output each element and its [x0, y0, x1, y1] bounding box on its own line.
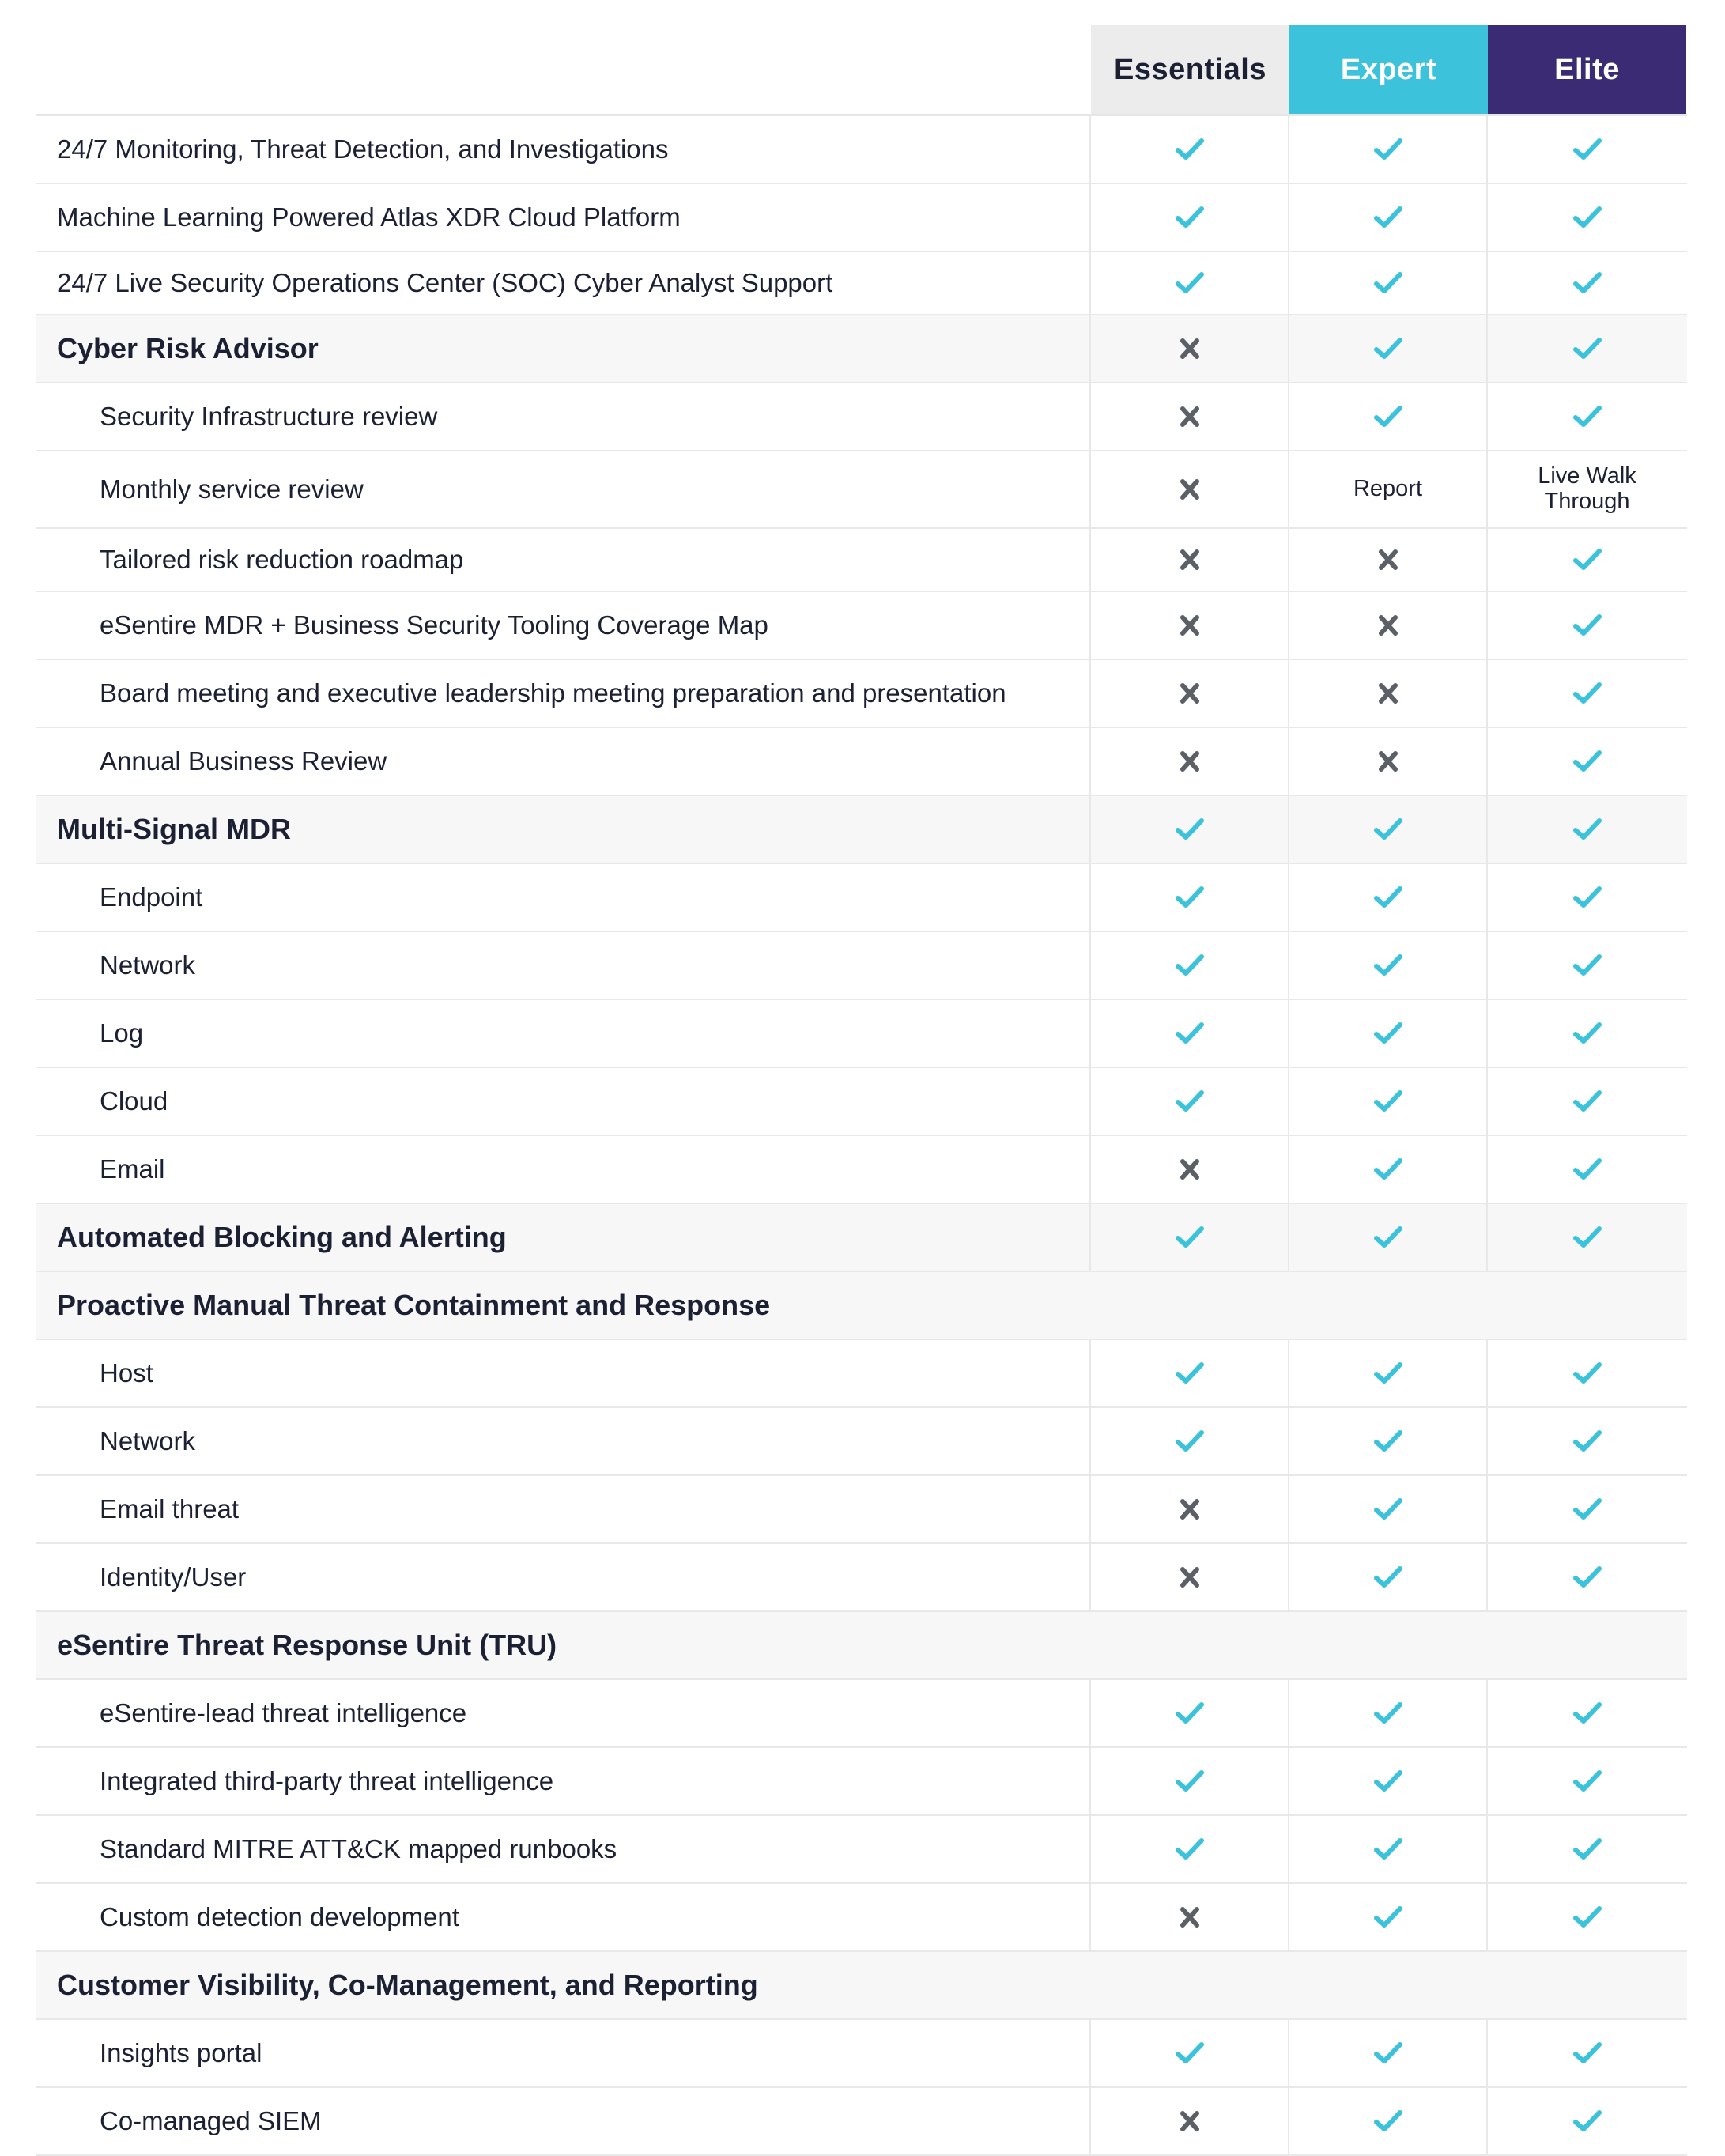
value-cell-expert — [1289, 252, 1488, 314]
feature-label: Email — [36, 1136, 1091, 1203]
table-row — [36, 1340, 1687, 1408]
cross-icon — [1176, 478, 1204, 501]
check-icon — [1374, 953, 1402, 977]
cross-icon — [1176, 1497, 1204, 1521]
value-cell-expert — [1289, 1680, 1488, 1746]
section-label: Proactive Manual Threat Containment and Response — [57, 1289, 771, 1322]
check-icon — [1573, 1361, 1602, 1385]
table-row — [36, 1408, 1687, 1476]
check-icon — [1573, 1089, 1602, 1113]
table-row — [36, 1068, 1687, 1136]
table-row — [36, 116, 1687, 184]
check-icon — [1374, 405, 1402, 429]
value-cell-elite — [1488, 864, 1686, 931]
check-icon — [1573, 138, 1602, 161]
value-cell-elite — [1488, 660, 1686, 727]
table-row — [36, 1884, 1687, 1952]
feature-label: Identity/User — [36, 1544, 1091, 1610]
value-text: Report — [1353, 476, 1423, 502]
value-cell-expert — [1289, 1816, 1488, 1882]
check-icon — [1374, 271, 1402, 295]
table-row — [36, 1544, 1687, 1612]
table-row — [36, 1952, 1687, 2020]
table-row — [36, 315, 1687, 383]
table-row — [36, 1272, 1687, 1340]
cross-icon — [1176, 750, 1204, 773]
value-cell-essentials — [1091, 315, 1289, 382]
value-cell-expert — [1289, 116, 1488, 183]
check-icon — [1374, 1157, 1402, 1181]
check-icon — [1374, 206, 1402, 229]
value-cell-expert — [1289, 1204, 1488, 1271]
check-icon — [1176, 885, 1204, 909]
value-cell-elite — [1488, 1816, 1686, 1882]
value-cell-expert — [1289, 184, 1488, 251]
value-cell-elite — [1488, 1340, 1686, 1406]
value-cell-essentials — [1091, 660, 1289, 727]
check-icon — [1374, 2109, 1402, 2133]
check-icon — [1374, 1225, 1402, 1249]
check-icon — [1573, 1225, 1602, 1249]
value-cell-elite — [1488, 1408, 1686, 1474]
feature-label: Annual Business Review — [36, 728, 1091, 795]
value-cell-elite — [1488, 592, 1686, 659]
check-icon — [1573, 614, 1602, 637]
value-cell-essentials — [1091, 592, 1289, 659]
table-row — [36, 2088, 1687, 2156]
value-cell-elite — [1488, 1136, 1686, 1203]
value-cell-elite — [1488, 1204, 1686, 1271]
check-icon — [1573, 817, 1602, 841]
value-cell-expert — [1289, 932, 1488, 999]
section-label: Customer Visibility, Co-Management, and Reporting — [57, 1969, 758, 2002]
value-cell-expert — [1289, 529, 1488, 591]
check-icon — [1573, 1497, 1602, 1521]
value-cell-elite — [1488, 796, 1686, 863]
table-row — [36, 1204, 1687, 1272]
table-row — [36, 184, 1687, 252]
check-icon — [1374, 1769, 1402, 1793]
value-cell-expert — [1289, 864, 1488, 931]
check-icon — [1374, 1837, 1402, 1861]
value-cell-expert — [1289, 592, 1488, 659]
value-cell-elite — [1488, 1000, 1686, 1067]
value-cell-expert — [1289, 1476, 1488, 1542]
check-icon — [1573, 1769, 1602, 1793]
value-cell-expert — [1289, 1408, 1488, 1474]
feature-label: 24/7 Monitoring, Threat Detection, and Investigations — [36, 116, 1091, 183]
check-icon — [1374, 337, 1402, 361]
value-cell-elite — [1488, 529, 1686, 591]
value-cell-expert — [1289, 1000, 1488, 1067]
check-icon — [1573, 405, 1602, 429]
value-cell-elite — [1488, 383, 1686, 450]
value-cell-essentials — [1091, 1408, 1289, 1474]
check-icon — [1573, 682, 1602, 705]
check-icon — [1374, 1361, 1402, 1385]
check-icon — [1176, 138, 1204, 161]
check-icon — [1176, 1225, 1204, 1249]
column-essentials: Essentials — [1091, 25, 1289, 114]
check-icon — [1176, 1837, 1204, 1861]
check-icon — [1374, 138, 1402, 161]
check-icon — [1176, 1701, 1204, 1725]
table-row — [36, 728, 1687, 796]
cross-icon — [1374, 548, 1402, 572]
value-cell-elite — [1488, 728, 1686, 795]
value-cell-essentials — [1091, 864, 1289, 931]
check-icon — [1176, 1429, 1204, 1453]
check-icon — [1573, 271, 1602, 295]
value-cell-expert — [1289, 383, 1488, 450]
section-label: Multi-Signal MDR — [36, 796, 1091, 863]
value-cell-elite — [1488, 1068, 1686, 1135]
value-cell-essentials — [1091, 116, 1289, 183]
check-icon — [1374, 1429, 1402, 1453]
cross-icon — [1176, 1565, 1204, 1589]
check-icon — [1573, 1837, 1602, 1861]
value-cell-essentials — [1091, 1884, 1289, 1950]
check-icon — [1374, 2041, 1402, 2065]
table-row — [36, 529, 1687, 592]
check-icon — [1374, 1021, 1402, 1045]
check-icon — [1176, 953, 1204, 977]
value-cell-expert — [1289, 2020, 1488, 2086]
table-row — [36, 1136, 1687, 1204]
feature-label: Machine Learning Powered Atlas XDR Cloud Platform — [36, 184, 1091, 251]
cross-icon — [1176, 1157, 1204, 1181]
value-cell-elite — [1488, 1748, 1686, 1814]
check-icon — [1374, 1565, 1402, 1589]
feature-label: Tailored risk reduction roadmap — [36, 529, 1091, 591]
section-label: Automated Blocking and Alerting — [36, 1204, 1091, 1271]
value-cell-elite — [1488, 2020, 1686, 2086]
value-cell-essentials — [1091, 1476, 1289, 1542]
value-cell-essentials — [1091, 2020, 1289, 2086]
cross-icon — [1176, 1905, 1204, 1929]
check-icon — [1573, 337, 1602, 361]
value-cell-expert — [1289, 315, 1488, 382]
check-icon — [1573, 206, 1602, 229]
value-cell-essentials — [1091, 383, 1289, 450]
table-row — [36, 451, 1687, 529]
feature-label: Custom detection development — [36, 1884, 1091, 1950]
check-icon — [1573, 1905, 1602, 1929]
section-label: Cyber Risk Advisor — [36, 315, 1091, 382]
check-icon — [1176, 1361, 1204, 1385]
check-icon — [1374, 885, 1402, 909]
check-icon — [1573, 1021, 1602, 1045]
table-row — [36, 2020, 1687, 2088]
value-cell-essentials — [1091, 1748, 1289, 1814]
feature-label: Endpoint — [36, 864, 1091, 931]
table-row — [36, 1476, 1687, 1544]
check-icon — [1176, 271, 1204, 295]
value-cell-essentials — [1091, 529, 1289, 591]
cross-icon — [1176, 2109, 1204, 2133]
value-cell-essentials — [1091, 451, 1289, 527]
table-row — [36, 1612, 1687, 1680]
feature-label: Monthly service review — [36, 451, 1091, 527]
feature-label: Network — [36, 932, 1091, 999]
check-icon — [1374, 817, 1402, 841]
table-row — [36, 932, 1687, 1000]
value-cell-expert — [1289, 1068, 1488, 1135]
feature-label: Cloud — [36, 1068, 1091, 1135]
check-icon — [1573, 1565, 1602, 1589]
value-cell-elite — [1488, 1476, 1686, 1542]
value-cell-essentials — [1091, 1068, 1289, 1135]
check-icon — [1573, 2041, 1602, 2065]
cross-icon — [1176, 548, 1204, 572]
value-cell-elite — [1488, 1680, 1686, 1746]
value-cell-elite — [1488, 1884, 1686, 1950]
value-cell-expert — [1289, 2088, 1488, 2154]
value-cell-essentials — [1091, 2088, 1289, 2154]
check-icon — [1573, 1429, 1602, 1453]
feature-label: 24/7 Live Security Operations Center (SOC) Cyber Analyst Support — [36, 252, 1091, 314]
feature-label: Log — [36, 1000, 1091, 1067]
feature-label: Board meeting and executive leadership meeting preparation and presentation — [36, 660, 1091, 727]
check-icon — [1176, 1769, 1204, 1793]
value-cell-elite — [1488, 116, 1686, 183]
check-icon — [1176, 1021, 1204, 1045]
table-row — [36, 252, 1687, 315]
value-cell-elite — [1488, 184, 1686, 251]
check-icon — [1573, 2109, 1602, 2133]
comparison-table — [36, 25, 1687, 2156]
value-cell-essentials — [1091, 184, 1289, 251]
check-icon — [1573, 885, 1602, 909]
check-icon — [1176, 1089, 1204, 1113]
feature-label: Integrated third-party threat intelligence — [36, 1748, 1091, 1814]
feature-label: Standard MITRE ATT&CK mapped runbooks — [36, 1816, 1091, 1882]
check-icon — [1176, 206, 1204, 229]
cross-icon — [1176, 337, 1204, 361]
table-row — [36, 796, 1687, 864]
value-cell-expert — [1289, 660, 1488, 727]
cross-icon — [1176, 682, 1204, 705]
feature-label: Host — [36, 1340, 1091, 1406]
check-icon — [1176, 2041, 1204, 2065]
table-row — [36, 1816, 1687, 1884]
table-row — [36, 592, 1687, 660]
value-cell-essentials — [1091, 1680, 1289, 1746]
cross-icon — [1176, 405, 1204, 429]
cross-icon — [1374, 682, 1402, 705]
value-cell-expert — [1289, 728, 1488, 795]
feature-label: Insights portal — [36, 2020, 1091, 2086]
feature-label: Network — [36, 1408, 1091, 1474]
value-cell-elite — [1488, 1544, 1686, 1610]
check-icon — [1573, 1157, 1602, 1181]
value-cell-expert — [1289, 1136, 1488, 1203]
value-cell-essentials — [1091, 1340, 1289, 1406]
value-cell-elite — [1488, 252, 1686, 314]
section-label: eSentire Threat Response Unit (TRU) — [57, 1629, 557, 1662]
value-cell-expert — [1289, 1884, 1488, 1950]
value-cell-elite — [1488, 315, 1686, 382]
feature-label: Co-managed SIEM — [36, 2088, 1091, 2154]
feature-label: Email threat — [36, 1476, 1091, 1542]
table-row — [36, 1000, 1687, 1068]
value-cell-elite — [1488, 932, 1686, 999]
value-cell-expert — [1289, 1748, 1488, 1814]
value-cell-expert — [1289, 451, 1488, 527]
value-cell-essentials — [1091, 1000, 1289, 1067]
value-cell-essentials — [1091, 796, 1289, 863]
value-cell-elite — [1488, 451, 1686, 527]
value-cell-essentials — [1091, 1544, 1289, 1610]
check-icon — [1374, 1497, 1402, 1521]
value-cell-expert — [1289, 1544, 1488, 1610]
check-icon — [1573, 548, 1602, 572]
table-row — [36, 1680, 1687, 1748]
value-cell-essentials — [1091, 1204, 1289, 1271]
check-icon — [1176, 817, 1204, 841]
value-text: Live Walk Through — [1538, 463, 1636, 514]
table-row — [36, 864, 1687, 932]
value-cell-elite — [1488, 2088, 1686, 2154]
check-icon — [1573, 1701, 1602, 1725]
table-row — [36, 660, 1687, 728]
column-expert: Expert — [1289, 25, 1488, 114]
check-icon — [1374, 1089, 1402, 1113]
column-elite: Elite — [1488, 25, 1686, 114]
feature-label: eSentire-lead threat intelligence — [36, 1680, 1091, 1746]
feature-label: Security Infrastructure review — [36, 383, 1091, 450]
check-icon — [1374, 1905, 1402, 1929]
value-cell-essentials — [1091, 728, 1289, 795]
value-cell-essentials — [1091, 1816, 1289, 1882]
value-cell-essentials — [1091, 932, 1289, 999]
cross-icon — [1374, 614, 1402, 637]
table-row — [36, 383, 1687, 451]
table-header — [36, 25, 1687, 116]
cross-icon — [1374, 750, 1402, 773]
value-cell-essentials — [1091, 1136, 1289, 1203]
table-row — [36, 1748, 1687, 1816]
value-cell-expert — [1289, 1340, 1488, 1406]
table-body — [36, 116, 1687, 2156]
value-cell-expert — [1289, 796, 1488, 863]
feature-label: eSentire MDR + Business Security Tooling Coverage Map — [36, 592, 1091, 659]
check-icon — [1573, 953, 1602, 977]
check-icon — [1573, 750, 1602, 773]
check-icon — [1374, 1701, 1402, 1725]
header-blank — [36, 25, 1091, 114]
cross-icon — [1176, 614, 1204, 637]
value-cell-essentials — [1091, 252, 1289, 314]
